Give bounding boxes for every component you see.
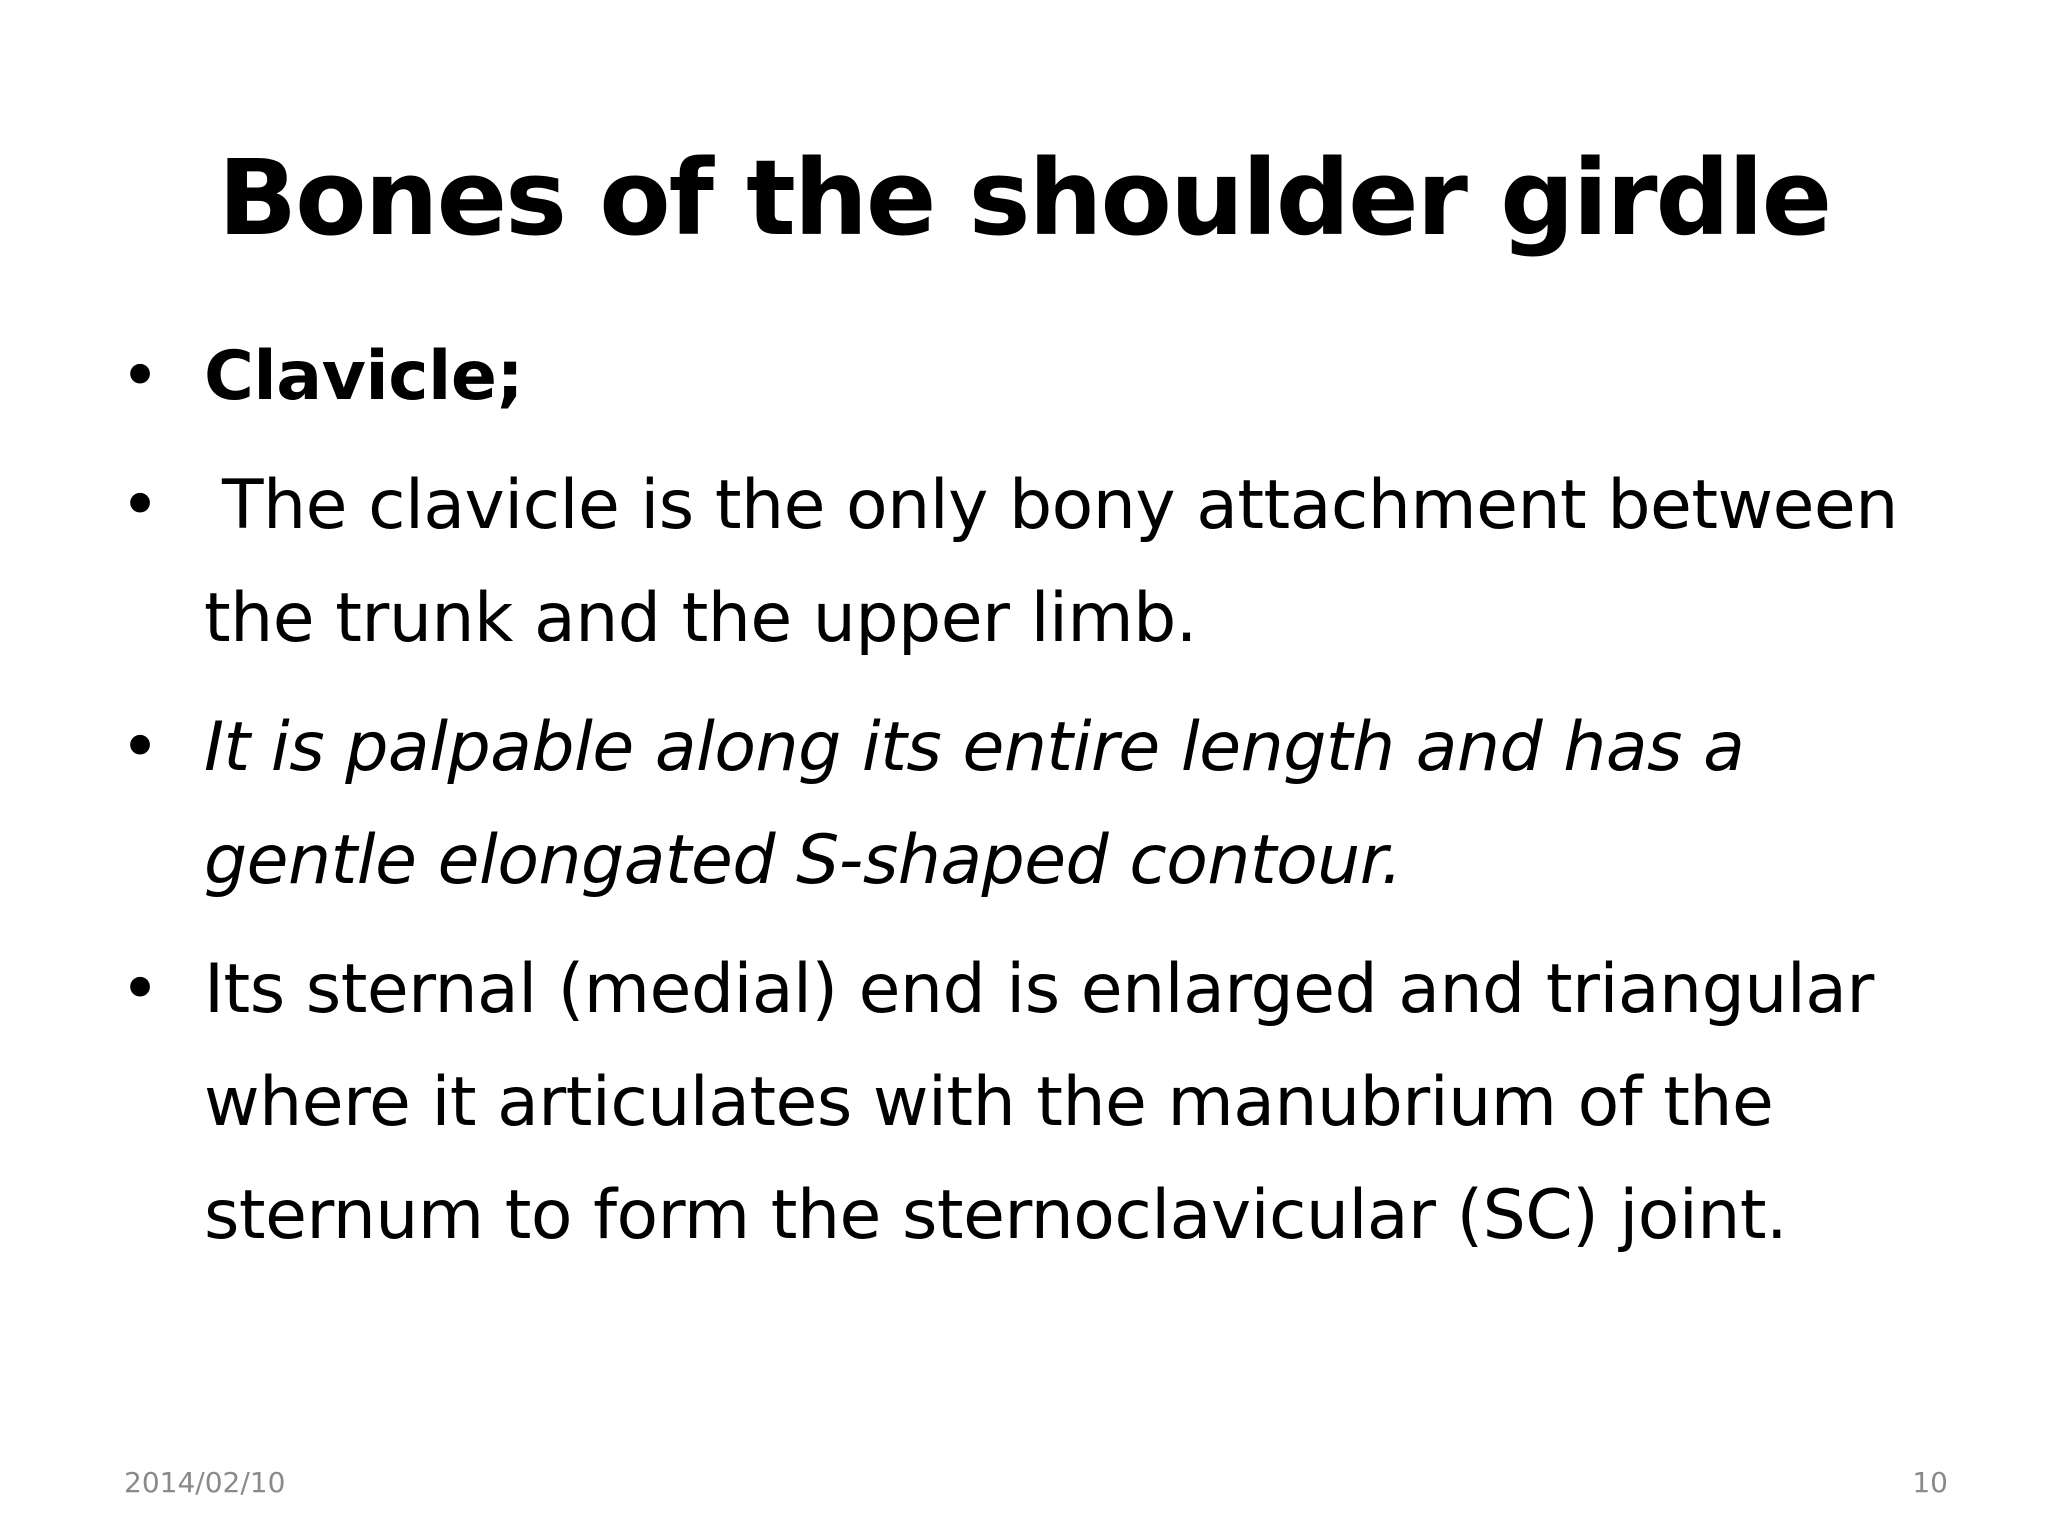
bullet-text: The clavicle is the only bony attachment between the trunk and the upper limb. (204, 466, 1898, 658)
bullet-dot-icon: • (120, 337, 160, 416)
bullet-item-attachment (120, 449, 1940, 675)
bullet-dot-icon: • (120, 950, 160, 1029)
slide-title: Bones of the shoulder girdle (217, 137, 1831, 259)
bullet-list (120, 320, 1940, 1288)
bullet-item-sternal-end (120, 933, 1940, 1272)
bullet-text: It is palpable along its entire length and has a gentle elongated S-shaped contour. (204, 708, 1745, 900)
bullet-text: Its sternal (medial) end is enlarged and triangular where it articulates with the manubrium of the sternum to form the sternoclavicular (SC) joint. (204, 950, 1874, 1255)
bullet-item-palpable (120, 691, 1940, 917)
bullet-text: Clavicle; (204, 337, 524, 416)
bullet-item-clavicle (120, 320, 1940, 433)
footer-date: 2014/02/10 (124, 1466, 286, 1499)
bullet-dot-icon: • (120, 708, 160, 787)
page-number: 10 (1912, 1466, 1948, 1499)
bullet-dot-icon: • (120, 466, 160, 545)
